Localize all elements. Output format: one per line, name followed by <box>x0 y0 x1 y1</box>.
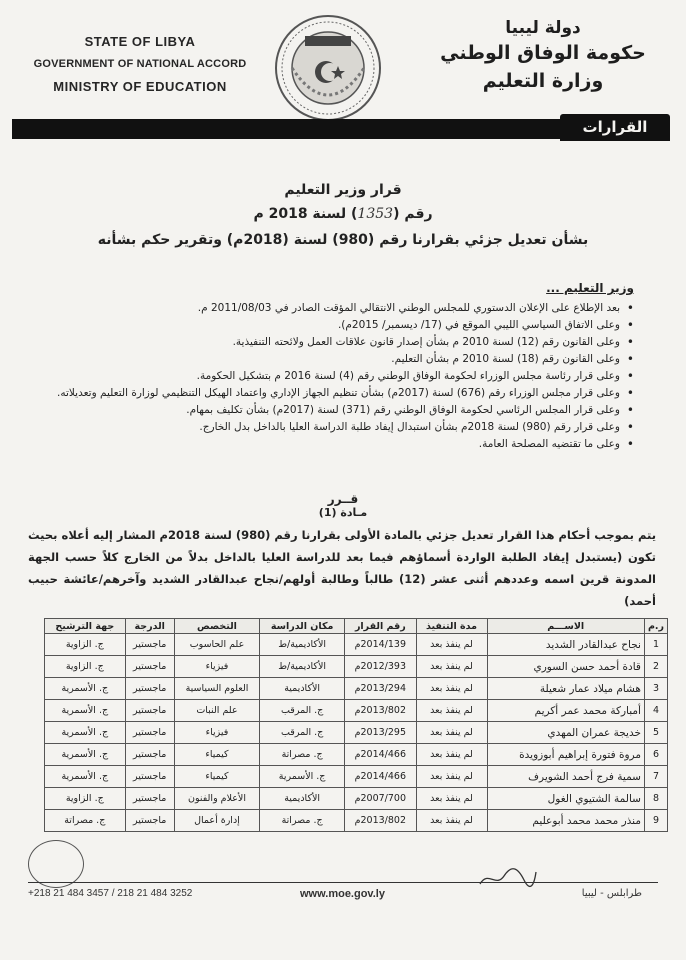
table-cell: 9 <box>644 810 667 832</box>
table-row <box>45 766 668 788</box>
table-cell: الأكاديمية/ط <box>260 656 345 678</box>
table-cell: 8 <box>644 788 667 810</box>
table-cell: 3 <box>644 678 667 700</box>
column-header: مدة التنفيذ <box>416 619 487 634</box>
table-cell: لم ينفذ بعد <box>416 722 487 744</box>
student-name-cell: أمباركة محمد عمر أكريم <box>487 700 644 722</box>
table-cell: العلوم السياسية <box>174 678 259 700</box>
student-name-cell: سالمة الشتيوي الغول <box>487 788 644 810</box>
preamble-item: • وعلى القانون رقم (18) لسنة 2010 م بشأن التعليم. <box>54 352 634 367</box>
table-cell: كيمياء <box>174 766 259 788</box>
table-cell: ج. الزاوية <box>45 634 126 656</box>
student-name-cell: نجاح عبدالقادر الشديد <box>487 634 644 656</box>
column-header: مكان الدراسة <box>260 619 345 634</box>
stamp-mark <box>28 840 84 888</box>
table-cell: الأكاديمية/ط <box>260 634 345 656</box>
table-cell: لم ينفذ بعد <box>416 744 487 766</box>
preamble-item: • وعلى القانون رقم (12) لسنة 2010 م بشأن إصدار قانون علاقات العمل ولائحته التنفيذية. <box>54 335 634 350</box>
student-name-cell: قادة أحمد حسن السوري <box>487 656 644 678</box>
table-cell: 2007/700م <box>345 788 416 810</box>
table-cell: لم ينفذ بعد <box>416 656 487 678</box>
table-cell: ج. الأسمرية <box>260 766 345 788</box>
table-cell: علم النبات <box>174 700 259 722</box>
preamble-item: • وعلى قرار المجلس الرئاسي لحكومة الوفاق الوطني رقم (371) لسنة (2017م) بشأن تكليف بمهام. <box>54 403 634 418</box>
table-row <box>45 634 668 656</box>
decree-number-prefix: رقم ( <box>393 206 433 222</box>
footer-website: www.moe.gov.ly <box>300 888 385 900</box>
table-cell: 1 <box>644 634 667 656</box>
table-cell: الأعلام والفنون <box>174 788 259 810</box>
table-cell: لم ينفذ بعد <box>416 678 487 700</box>
table-cell: 2013/294م <box>345 678 416 700</box>
table-cell: ماجستير <box>125 700 174 722</box>
student-name-cell: منذر محمد محمد أبوعليم <box>487 810 644 832</box>
decree-subject: بشأن تعديل جزئي بقرارنا رقم (980) لسنة (2018م) وتقرير حكم بشأنه <box>97 232 589 248</box>
table-cell: الأكاديمية <box>260 678 345 700</box>
table-body <box>45 634 668 832</box>
table-row <box>45 744 668 766</box>
table-cell: ماجستير <box>125 722 174 744</box>
table-cell: ج. الأسمرية <box>45 700 126 722</box>
table-cell: 2013/802م <box>345 810 416 832</box>
table-row <box>45 810 668 832</box>
table-cell: ج. الأسمرية <box>45 722 126 744</box>
table-cell: 2012/393م <box>345 656 416 678</box>
table-cell: 7 <box>644 766 667 788</box>
decree-number <box>0 206 686 222</box>
table-cell: لم ينفذ بعد <box>416 810 487 832</box>
table-cell: ماجستير <box>125 788 174 810</box>
signature-mark <box>478 866 538 890</box>
column-header: ر.م <box>644 619 667 634</box>
header-band <box>12 119 622 139</box>
table-cell: الأكاديمية <box>260 788 345 810</box>
table-cell: 2014/139م <box>345 634 416 656</box>
header-ar-government: حكومة الوفاق الوطني <box>440 42 646 64</box>
table-header-row <box>45 619 668 634</box>
preamble-item: • وعلى قرار رئاسة مجلس الوزراء لحكومة الوفاق الوطني رقم (4) لسنة 2016 م بتشكيل الحكومة. <box>54 369 634 384</box>
column-header: الاســـم <box>487 619 644 634</box>
table-row <box>45 722 668 744</box>
table-cell: ج. الأسمرية <box>45 678 126 700</box>
student-name-cell: هشام ميلاد عمار شعيلة <box>487 678 644 700</box>
preamble-item: • وعلى ما تقتضيه المصلحة العامة. <box>54 437 634 452</box>
table-row <box>45 656 668 678</box>
header-en-state: STATE OF LIBYA <box>84 34 196 49</box>
students-table <box>44 618 668 832</box>
minister-heading: وزير التعليم ... <box>546 281 634 295</box>
table-cell: ج. المرقب <box>260 700 345 722</box>
footer-phone: +218 21 484 3457 / 218 21 484 3252 <box>28 888 193 899</box>
header-ar-state: دولة ليبيا <box>505 18 581 38</box>
table-cell: ج. المرقب <box>260 722 345 744</box>
preamble-item: • وعلى قرار مجلس الوزراء رقم (676) لسنة (2017م) بشأن تنظيم الجهاز الإداري واعتماد الهيكل التنظيمي لوزارة التعليم وتعديلاته. <box>54 386 634 401</box>
student-name-cell: مروة فتورة إبراهيم أبوزويدة <box>487 744 644 766</box>
table-cell: ج. الزاوية <box>45 656 126 678</box>
table-cell: علم الحاسوب <box>174 634 259 656</box>
table-cell: ج. مصراتة <box>260 744 345 766</box>
column-header: التخصص <box>174 619 259 634</box>
student-name-cell: سمية فرج أحمد الشويرف <box>487 766 644 788</box>
table-cell: ماجستير <box>125 766 174 788</box>
table-cell: ماجستير <box>125 744 174 766</box>
table-cell: لم ينفذ بعد <box>416 766 487 788</box>
table-cell: لم ينفذ بعد <box>416 634 487 656</box>
column-header: جهة الترشيح <box>45 619 126 634</box>
table-cell: فيزياء <box>174 656 259 678</box>
header-ar-ministry: وزارة التعليم <box>482 70 604 92</box>
decree-number-handwritten: 1353 <box>357 206 394 222</box>
table-cell: 2014/466م <box>345 744 416 766</box>
table-cell: ماجستير <box>125 810 174 832</box>
table-cell: إدارة أعمال <box>174 810 259 832</box>
decree-title: قرار وزير التعليم <box>284 182 402 198</box>
table-cell: 2013/295م <box>345 722 416 744</box>
table-cell: 4 <box>644 700 667 722</box>
table-row <box>45 700 668 722</box>
table-cell: ج. مصراتة <box>45 810 126 832</box>
decided-heading: قــرر <box>327 492 359 506</box>
student-name-cell: خديجة عمران المهدي <box>487 722 644 744</box>
column-header: رقم القرار <box>345 619 416 634</box>
table-cell: لم ينفذ بعد <box>416 700 487 722</box>
header-en-ministry: MINISTRY OF EDUCATION <box>53 79 227 94</box>
preamble-item: • وعلى الاتفاق السياسي الليبي الموقع في (17/ ديسمبر/ 2015م). <box>54 318 634 333</box>
table-cell: ج. الأسمرية <box>45 744 126 766</box>
header-english <box>20 34 260 103</box>
state-emblem-seal <box>272 12 384 124</box>
table-cell: لم ينفذ بعد <box>416 788 487 810</box>
decisions-tab-label: القرارات <box>560 114 670 141</box>
table-cell: كيمياء <box>174 744 259 766</box>
article-body: يتم بموجب أحكام هذا القرار تعديل جزئي بالمادة الأولى بقرارنا رقم (980) لسنة 2018م المشار إليه أعلاه بحيث تكون (يستبدل إيفاد الطلبة الواردة أسماؤهم فيما بعد للدراسة العليا بالداخل بدلاً من الخارج كلاً حسب الجهة المدونة قرين اسمه وعددهم أثنى عشر (12) طالباً وطالبة أولهم/نجاح عبدالقادر الشديد وآخرهم/عائشة حبيب أحمد) <box>28 528 657 608</box>
decree-number-suffix: ) لسنة 2018 م <box>253 206 358 222</box>
table-cell: 2 <box>644 656 667 678</box>
table-cell: ج. مصراتة <box>260 810 345 832</box>
table-cell: ماجستير <box>125 634 174 656</box>
footer-city: طرابلس - ليبيا <box>581 888 642 899</box>
table-cell: ج. الزاوية <box>45 788 126 810</box>
preamble-item: • بعد الإطلاع على الإعلان الدستوري للمجلس الوطني الانتقالي المؤقت الصادر في 2011/08/03 م. <box>54 301 634 316</box>
footer-divider <box>28 882 658 883</box>
table-cell: 2014/466م <box>345 766 416 788</box>
header-en-government: GOVERNMENT OF NATIONAL ACCORD <box>33 58 247 70</box>
table-cell: 2013/802م <box>345 700 416 722</box>
table-row <box>45 788 668 810</box>
table-cell: فيزياء <box>174 722 259 744</box>
table-cell: ماجستير <box>125 656 174 678</box>
table-cell: ج. الأسمرية <box>45 766 126 788</box>
preamble-list <box>54 301 634 454</box>
column-header: الدرجة <box>125 619 174 634</box>
table-cell: 6 <box>644 744 667 766</box>
preamble-item: • وعلى قرار رقم (980) لسنة 2018م بشأن استبدال إيفاد طلبة الدراسة العليا بالداخل بدل الخارج. <box>54 420 634 435</box>
table-row <box>45 678 668 700</box>
table-cell: ماجستير <box>125 678 174 700</box>
article-heading: مـادة (1) <box>318 506 368 519</box>
table-cell: 5 <box>644 722 667 744</box>
header-arabic <box>418 18 668 92</box>
